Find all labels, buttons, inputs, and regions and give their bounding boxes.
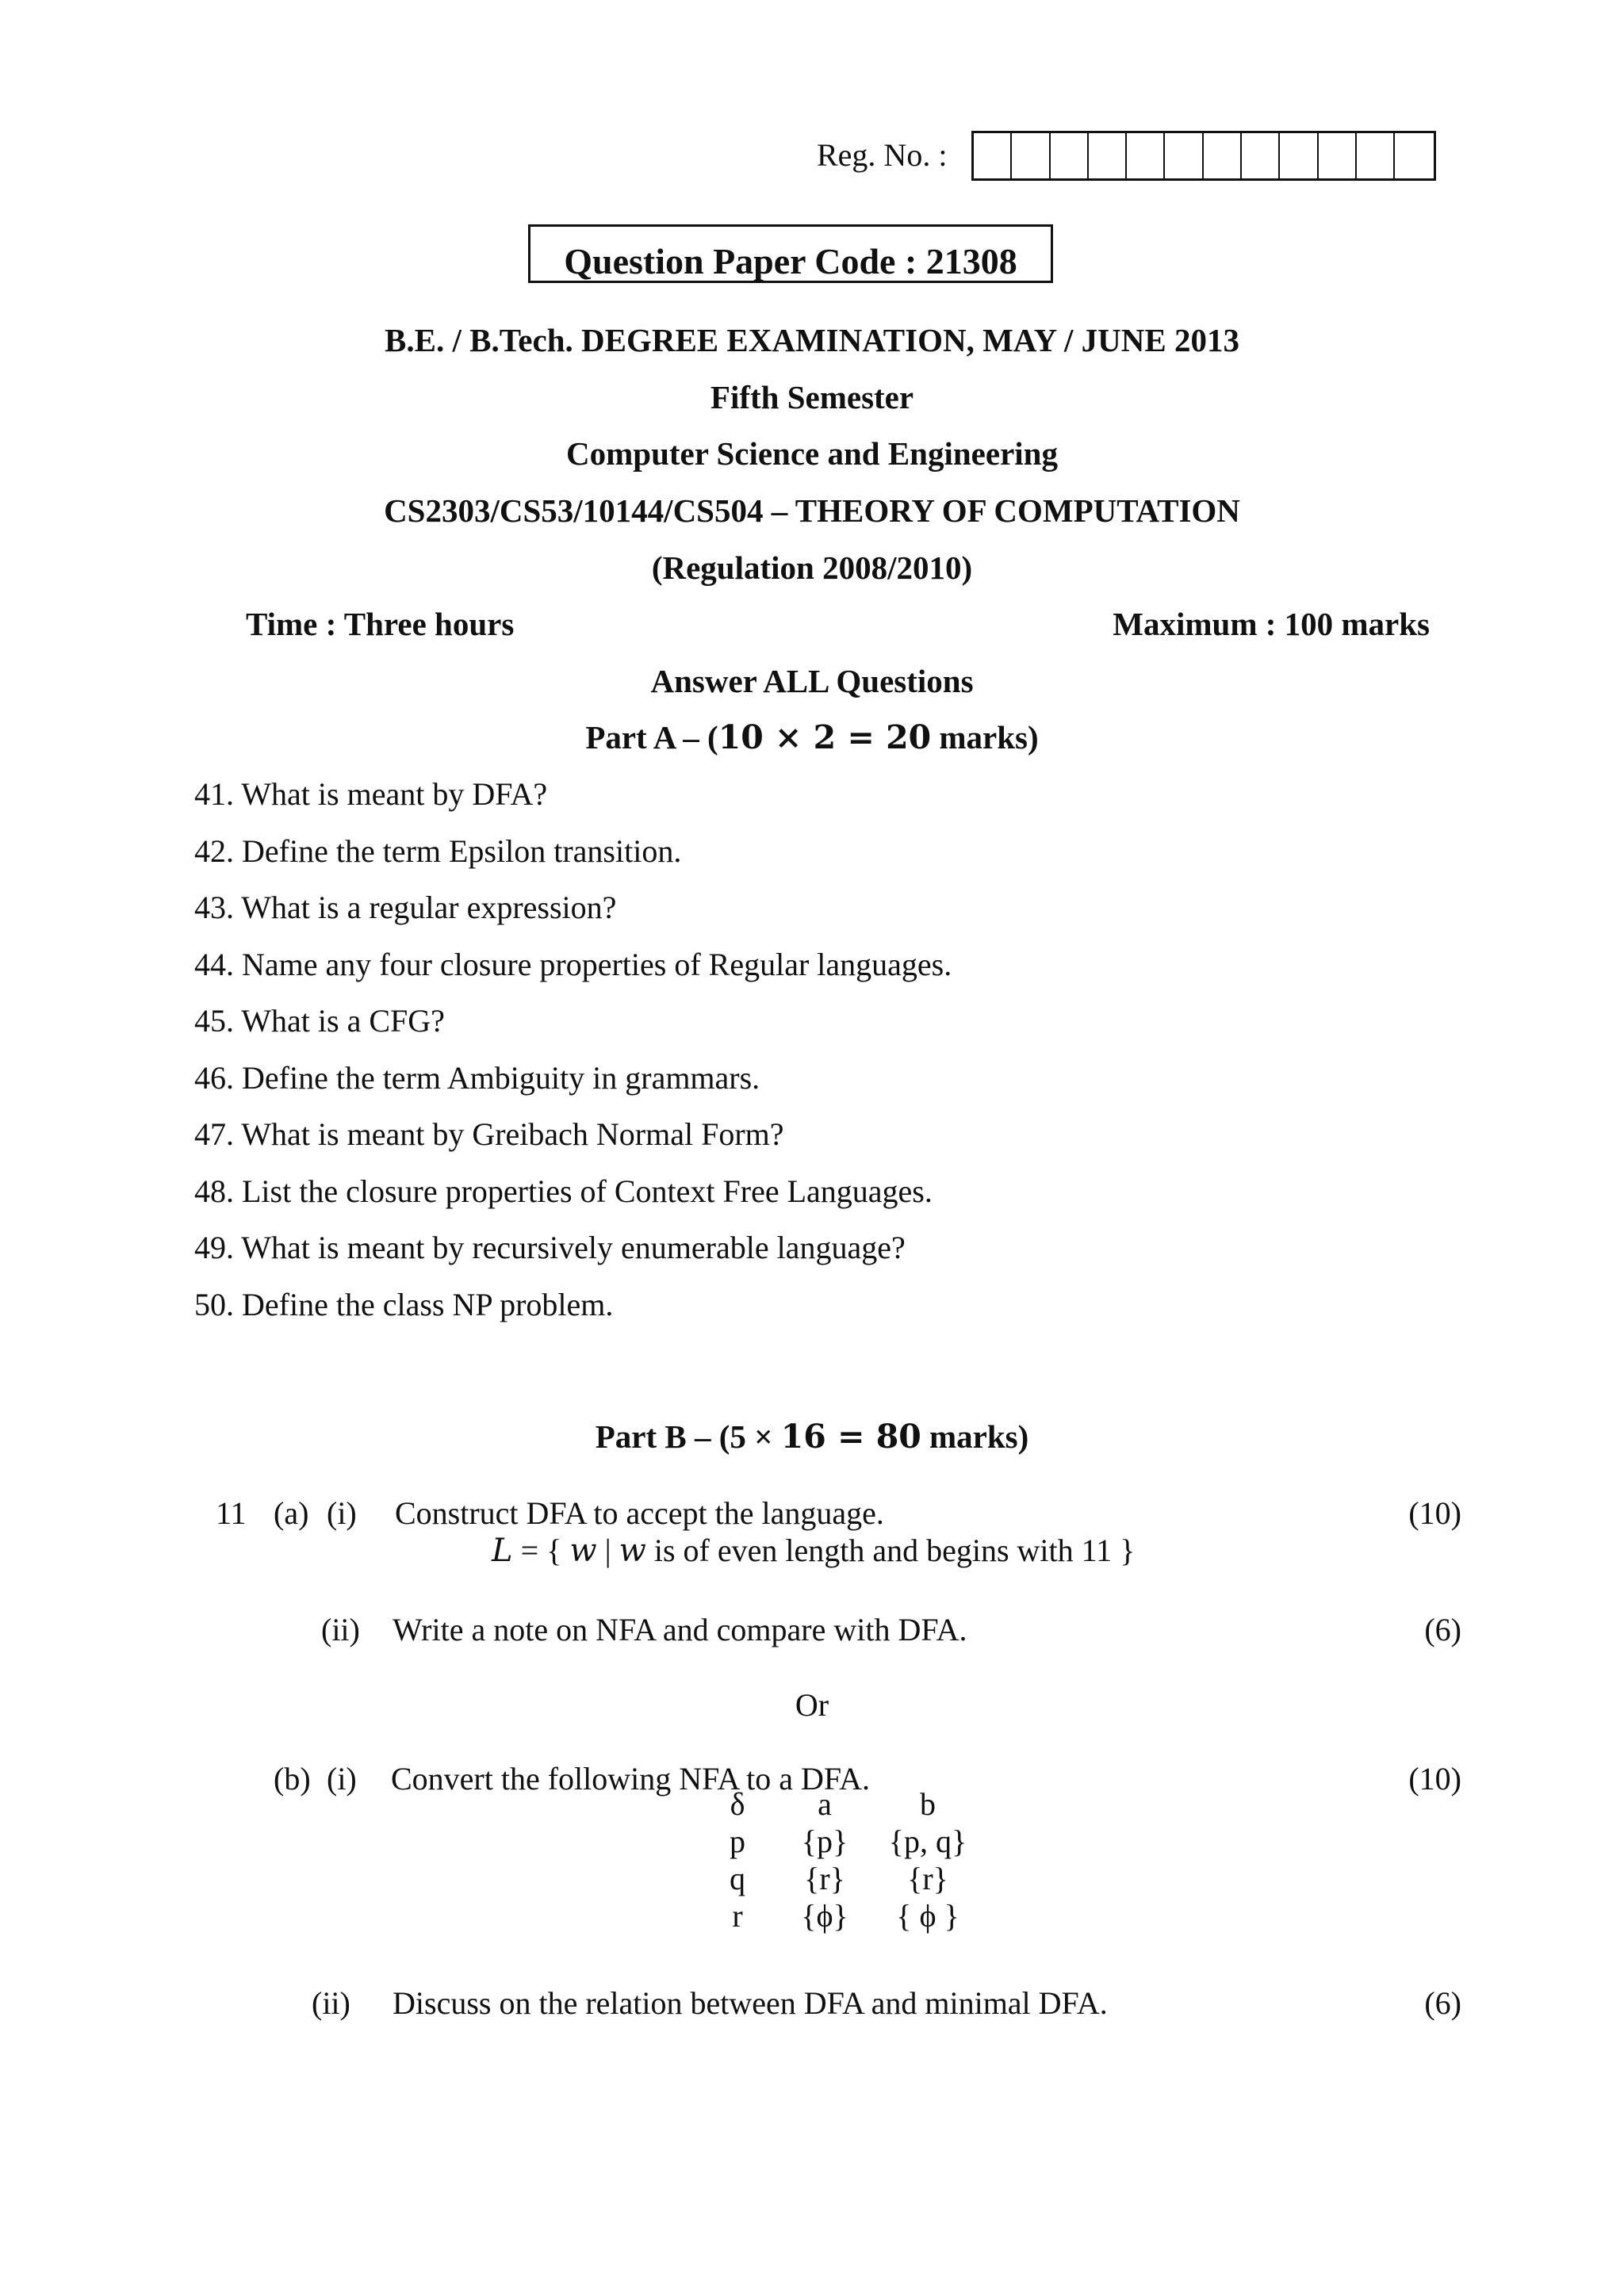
reg-no-label: Reg. No. : — [817, 137, 948, 173]
nfa-table-cell: b — [920, 1786, 936, 1822]
instruction: Answer ALL Questions — [650, 663, 974, 699]
nfa-table-cell: r — [732, 1898, 743, 1934]
question-11a-ii-text: Write a note on NFA and compare with DFA. — [393, 1612, 967, 1647]
nfa-table-cell: {ϕ} — [801, 1898, 848, 1934]
part-b-title: Part B – (5 × 16 = 80 marks) — [595, 1418, 1029, 1456]
regulation: (Regulation 2008/2010) — [651, 549, 973, 586]
part-a-question: 44. Name any four closure properties of Regular languages. — [194, 946, 952, 982]
reg-no-boxes — [971, 131, 1436, 181]
nfa-table-row — [698, 1785, 983, 1823]
reg-no-box — [1280, 133, 1318, 178]
part-a-question: 48. List the closure properties of Context Free Languages. — [194, 1173, 933, 1209]
nfa-table-cell: {p, q} — [888, 1823, 967, 1859]
nfa-table-row — [698, 1897, 983, 1934]
maximum-marks: Maximum : 100 marks — [1113, 606, 1430, 642]
nfa-table-row — [698, 1860, 983, 1897]
language-definition: L = { w | w is of even length and begins with 11 } — [492, 1533, 1136, 1569]
nfa-table-cell: a — [818, 1786, 832, 1822]
nfa-transition-table — [698, 1785, 983, 1934]
part-a-question: 41. What is meant by DFA? — [194, 776, 548, 812]
reg-no-box — [974, 133, 1012, 178]
reg-no-box — [1089, 133, 1127, 178]
reg-no-box — [1319, 133, 1357, 178]
exam-title: B.E. / B.Tech. DEGREE EXAMINATION, MAY / JUNE 2013 — [385, 322, 1239, 358]
reg-no-box — [1204, 133, 1242, 178]
part-a-question: 43. What is a regular expression? — [194, 890, 617, 925]
question-11b-i-label: (i) — [327, 1761, 357, 1797]
part-a-question: 42. Define the term Epsilon transition. — [194, 832, 682, 869]
reg-no-box — [1012, 133, 1050, 178]
nfa-table-cell: δ — [730, 1786, 745, 1822]
reg-no-box — [1242, 133, 1280, 178]
part-a-question: 45. What is a CFG? — [194, 1003, 445, 1039]
question-11b-i-text: Convert the following NFA to a DFA. — [391, 1761, 871, 1797]
reg-no-box — [1127, 133, 1165, 178]
question-11b-ii-marks: (6) — [1424, 1985, 1461, 2021]
reg-no-box — [1165, 133, 1203, 178]
part-a-title: Part A – (10 × 2 = 20 marks) — [585, 718, 1039, 756]
nfa-table-cell: { ϕ } — [896, 1898, 959, 1934]
nfa-table-cell: p — [730, 1823, 745, 1859]
question-11a-ii-marks: (6) — [1424, 1612, 1461, 1647]
question-paper-code: Question Paper Code : 21308 — [528, 224, 1053, 283]
part-a-question: 47. What is meant by Greibach Normal Form? — [194, 1116, 784, 1152]
reg-no-box — [1051, 133, 1089, 178]
question-11a-label: (a) — [274, 1495, 309, 1531]
question-11b-i-marks: (10) — [1408, 1761, 1461, 1797]
time-allowed: Time : Three hours — [246, 606, 515, 642]
or-separator: Or — [795, 1687, 829, 1723]
reg-no-box — [1395, 133, 1433, 178]
branch: Computer Science and Engineering — [566, 435, 1058, 472]
nfa-table-cell: {r} — [907, 1861, 948, 1896]
question-11a-ii-label: (ii) — [321, 1612, 360, 1647]
nfa-table-cell: q — [730, 1861, 745, 1896]
question-11a-i-text: Construct DFA to accept the language. — [395, 1495, 884, 1531]
semester: Fifth Semester — [710, 379, 914, 415]
question-11a-i-label: (i) — [327, 1495, 357, 1531]
subject: CS2303/CS53/10144/CS504 – THEORY OF COMPUTATION — [384, 492, 1240, 529]
question-11b-ii-label: (ii) — [312, 1985, 350, 2021]
part-a-question: 46. Define the term Ambiguity in grammars. — [194, 1059, 760, 1096]
nfa-table-cell: {r} — [804, 1861, 845, 1896]
question-11b-ii-text: Discuss on the relation between DFA and minimal DFA. — [393, 1985, 1108, 2021]
part-a-question: 49. What is meant by recursively enumerable language? — [194, 1230, 906, 1265]
reg-no-box — [1357, 133, 1395, 178]
nfa-table-row — [698, 1823, 983, 1860]
question-11a-i-marks: (10) — [1408, 1495, 1461, 1531]
nfa-table-cell: {p} — [801, 1823, 848, 1859]
question-11b-label: (b) — [274, 1761, 311, 1797]
part-a-question: 50. Define the class NP problem. — [194, 1286, 614, 1322]
question-11-number: 11 — [216, 1495, 247, 1531]
